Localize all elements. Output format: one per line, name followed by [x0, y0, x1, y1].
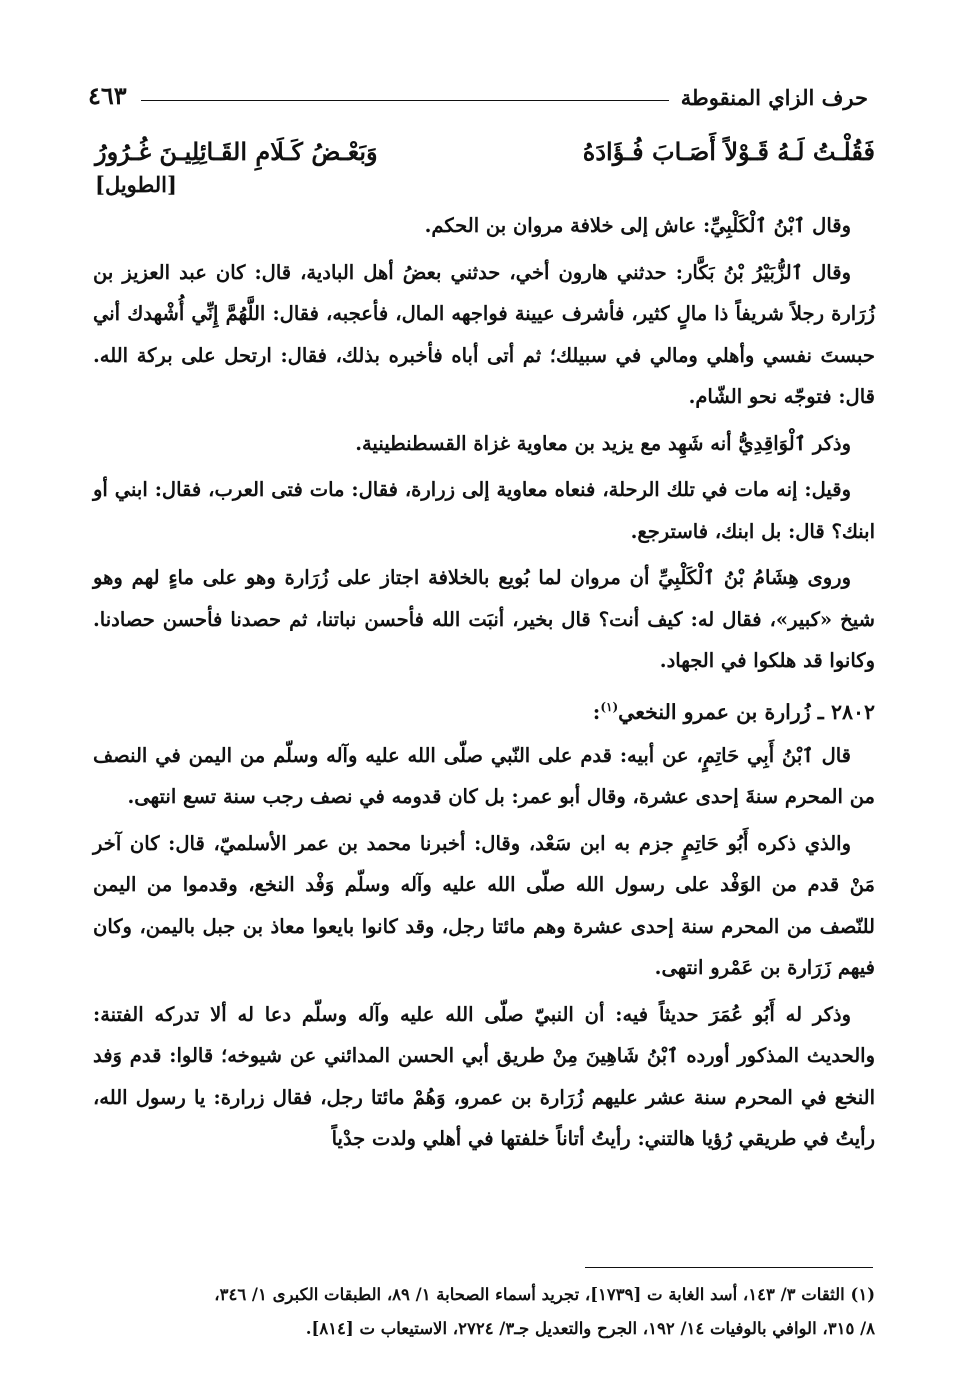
footnote-line: ٨/ ٣١٥، الوافي بالوفيات ١٤/ ١٩٢، الجرح والتعديل جـ٣/ ٢٧٢٤، الاستيعاب ت [٨١٤].: [305, 1319, 875, 1338]
paragraph: وقال ٱبْنُ ٱلْكَلْبِيِّ: عاش إلى خلافة مروان بن الحكم.: [424, 214, 851, 237]
poetry-verse: [95, 132, 875, 172]
paragraph: قال ٱبْنُ أَبِي حَاتِمٍ، عن أبيه: قدم على النّبي صلّى الله عليه وآله وسلّم من اليمن في النصف من المحرم سنةَ إحدى عشرة، وقال أبو عمر: بل كان قدومه في نصف رجب سنة تسع انتهى.: [93, 743, 875, 809]
entry-heading-text: ٢٨٠٢ ـ زُرارة بن عمرو النخعي: [618, 699, 875, 724]
footnote-rule: [585, 1267, 873, 1268]
paragraph: وقال ٱلزُّبَيْرُ بْنُ بَكَّار: حدثني هارون أخي، حدثني بعضُ أهل البادية، قال: كان عبد العزيز بن زُرَارة رجلاً شريفاً ذا مالٍ كثير، فأشرف عيينة فواجهه المال، فأعجبه، فقال: اللَّهُمَّ إِنِّي أُشْهدك أني حبستَ نفسي وأهلي ومالي في سبيلك؛ ثم أتى أباه فأخبره بذلك، فقال: ارتحل على بركة الله. قال: فتوجّه نحو الشّام.: [93, 260, 875, 408]
paragraph: وقيل: إنه مات في تلك الرحلة، فنعاه معاوية إلى زرارة، فقال: مات فتى العرب، فقال: ابني أو ابنك؟ قال: بل ابنك، فاسترجع.: [93, 478, 875, 543]
entry-heading-colon: :: [592, 699, 601, 724]
verse-hemistich-right: فَقُلْـتُ لَـهُ قَـوْلاً أَصَـابَ فُـؤَادَهُ: [582, 137, 875, 166]
header-rule: [141, 100, 669, 101]
chapter-title: حرف الزاي المنقوطة: [680, 85, 868, 110]
main-text: [93, 205, 875, 1165]
footnotes: [90, 1278, 875, 1346]
page-number: ٤٦٣: [88, 81, 127, 110]
entry-heading: [93, 687, 875, 733]
paragraph: وروى هِشَامُ بْنُ ٱلْكَلْبِيِّ أن مروان لما بُويع بالخلافة اجتاز على زُرَارة وهو على ماءٍ لهم وهو شيخ «كبير»، فقال له: كيف أنت؟ قال بخير، أنبَت الله فأحسن نباتنا، ثم حصدنا فأحسن حصادنا. وكانوا قد هلكوا في الجهاد.: [93, 566, 875, 672]
verse-hemistich-left: وَبَعْـضُ كَـلَامِ القَـائِلِيـنَ غُـرُورُ: [95, 137, 378, 166]
paragraph: والذي ذكره أَبُو حَاتِمٍ جزم به ابن سَعْد، وقال: أخبرنا محمد بن عمر الأسلميّ، قال: كان آخر مَنْ قدم من الوَفْد على رسول الله صلّى الله عليه وآله وسلّم وَفْد النخع، وقدموا من اليمن للنّصف من المحرم سنة إحدى عشرة وهم مائتا رجل، وقد كانوا بايعوا معاذ بن جبل باليمن، وكان فيهم زَرَارة بن عَمْرو انتهى.: [93, 831, 875, 980]
footnote-marker: (١): [600, 699, 619, 714]
paragraph: وذكر له أَبُو عُمَرَ حديثاً فيه: أن النبيّ صلّى الله عليه وآله وسلّم دعا له ألا تدركه الفتنة: والحديث المذكور أورده ٱبْنُ شَاهِينَ مِنْ طريق أبي الحسن المدائني عن شيوخه؛ قالوا: قدم وَفد النخع في المحرم سنة عشر عليهم زُرَارة بن عمرو، وَهُمْ مائتا رجل، فقال زرارة: يا رسول الله، رأيتُ في طريقي رُؤيا هالتني: رأيتُ أتاناً خلفتها في أهلي ولدت جدْياً: [93, 1002, 875, 1151]
paragraph: وذكر ٱلْوَاقِدِيُّ أنه شَهِد مع يزيد بن معاوية غزاة القسطنطينية.: [355, 431, 851, 455]
running-header: [88, 66, 868, 110]
footnote-line: (١) الثقات ٣/ ١٤٣، أسد الغابة ت [١٧٣٩]، تجريد أسماء الصحابة ١/ ٨٩، الطبقات الكبرى ١/ ٣٤٦،: [214, 1285, 875, 1304]
verse-meter: [الطويل]: [95, 172, 177, 197]
